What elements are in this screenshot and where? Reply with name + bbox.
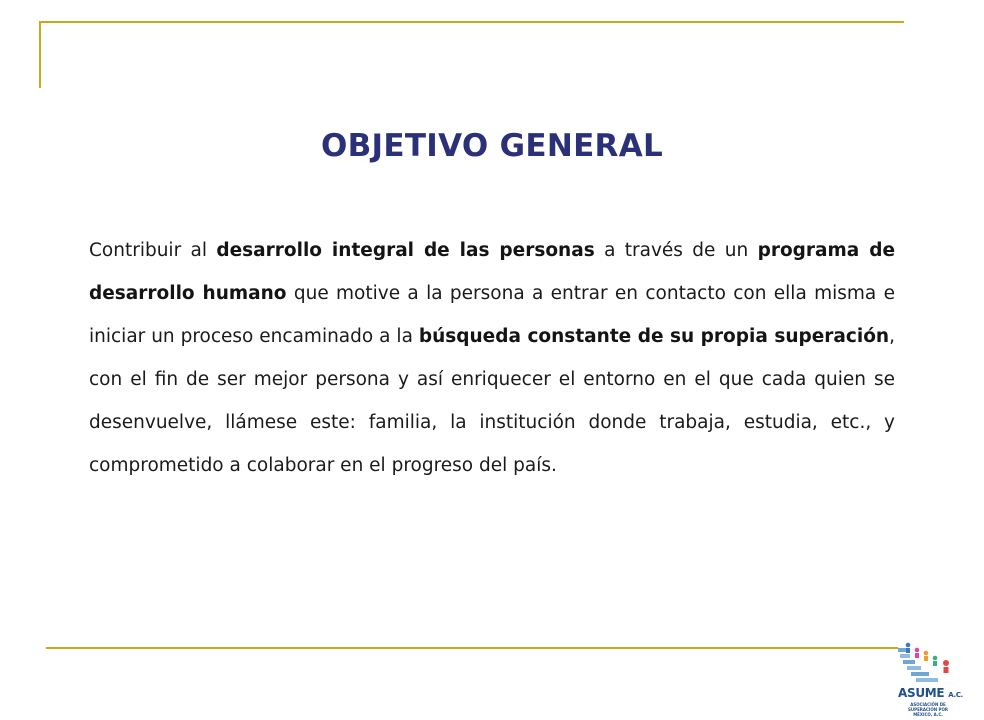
paragraph-segment: Contribuir al [89,240,217,261]
objective-paragraph [89,229,895,487]
paragraph-segment: que motive a la persona a entrar en contacto con ella misma e iniciar un proceso encaminado a la [89,283,895,347]
frame-left-line [39,21,41,88]
logo-name [898,686,963,700]
logo-suffix: A.C. [948,691,964,699]
asume-logo [894,640,964,720]
paragraph-segment-bold: búsqueda constante de su propia superación [418,326,890,347]
paragraph-segment: , con el fin de ser mejor persona y así enriquecer el entorno en el que cada quien se desenvuelve, llámese este: familia, la institución donde trabaja, estudia, etc., y comprometido a colaborar en el progreso del país. [89,326,895,476]
logo-name-text: ASUME [898,686,945,700]
logo-people-icon [894,640,960,686]
logo-tagline: ASOCIACIÓN DE SUPERACIÓN POR MÉXICO, A.C. [908,702,948,717]
paragraph-segment: a través de un [594,240,758,261]
frame-top-line [39,21,904,23]
paragraph-segment-bold: desarrollo integral de las personas [216,240,595,261]
slide-title: OBJETIVO GENERAL [320,128,664,164]
paragraph-segment-bold: programa de desarrollo humano [89,240,896,304]
frame-bottom-line [46,647,898,649]
